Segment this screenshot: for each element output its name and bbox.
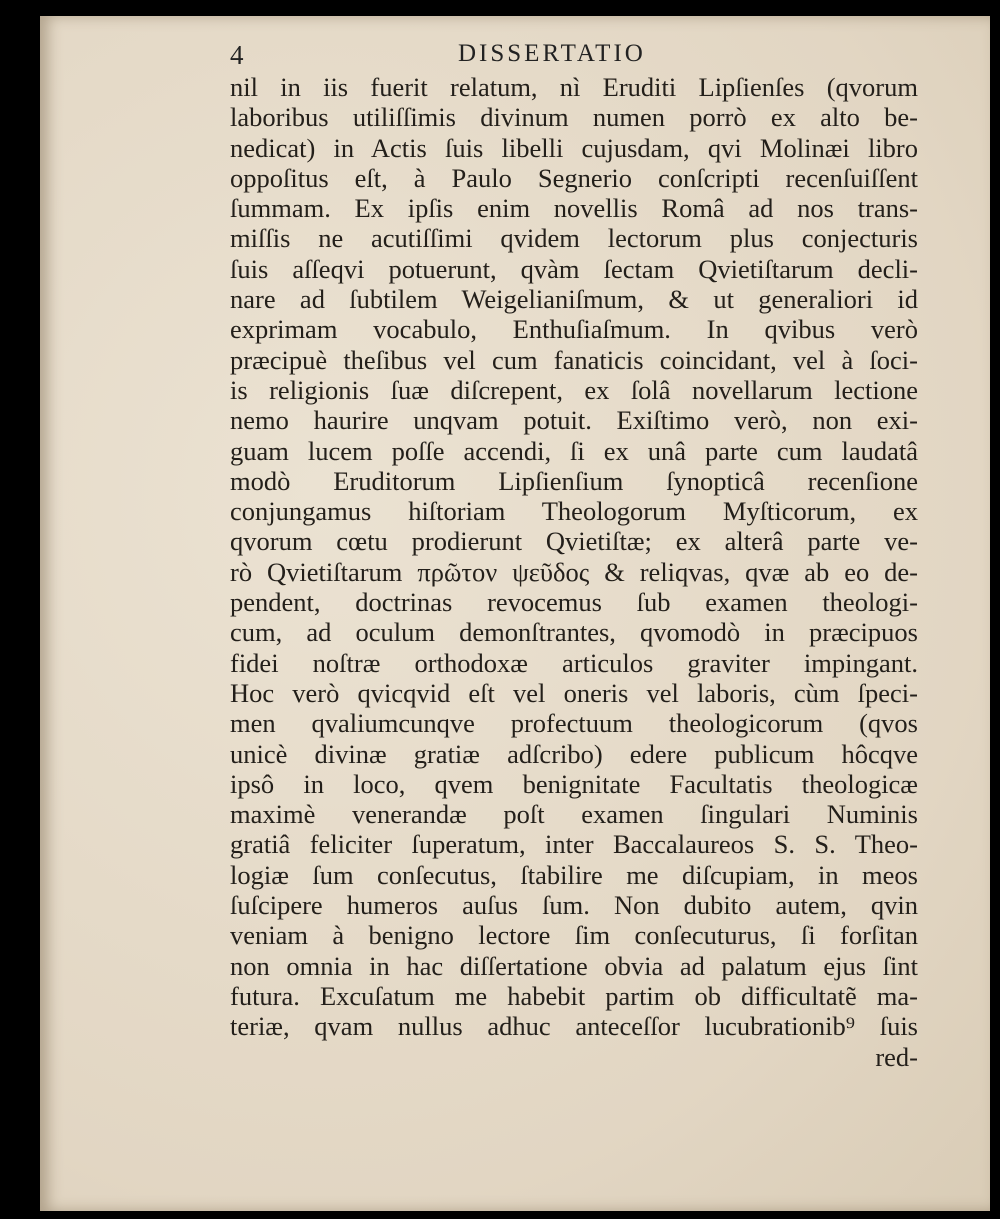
page-number: 4 bbox=[230, 40, 244, 70]
text-line: teriæ, qvam nullus adhuc anteceſſor lucubrationib⁹ ſuis bbox=[230, 1011, 918, 1042]
text-line: miſſis ne acutiſſimi qvidem lectorum plus conjecturis bbox=[230, 223, 918, 254]
text-line: nemo haurire unqvam potuit. Exiſtimo verò, non exi- bbox=[230, 405, 918, 436]
text-line: logiæ ſum conſecutus, ſtabilire me diſcupiam, in meos bbox=[230, 859, 918, 890]
text-line: guam lucem poſſe accendi, ſi ex unâ parte cum laudatâ bbox=[230, 435, 918, 466]
text-line: fidei noſtræ orthodoxæ articulos graviter impingant. bbox=[230, 647, 918, 678]
text-line: præcipuè theſibus vel cum fanaticis coincidant, vel à ſoci- bbox=[230, 344, 918, 375]
text-line: cum, ad oculum demonſtrantes, qvomodò in præcipuos bbox=[230, 617, 918, 648]
body-text bbox=[230, 72, 918, 1072]
text-line: conjungamus hiſtoriam Theologorum Myſticorum, ex bbox=[230, 496, 918, 527]
text-line: exprimam vocabulo, Enthuſiaſmum. In qvibus verò bbox=[230, 314, 918, 345]
text-line: ſuſcipere humeros auſus ſum. Non dubito autem, qvin bbox=[230, 890, 918, 921]
text-line: nare ad ſubtilem Weigelianiſmum, & ut generaliori id bbox=[230, 284, 918, 315]
text-line: Hoc verò qvicqvid eſt vel oneris vel laboris, cùm ſpeci- bbox=[230, 677, 918, 708]
text-line: nedicat) in Actis ſuis libelli cujusdam, qvi Molinæi libro bbox=[230, 132, 918, 163]
text-line: ſuis aſſeqvi potuerunt, qvàm ſectam Qvietiſtarum decli- bbox=[230, 253, 918, 284]
text-line: gratiâ feliciter ſuperatum, inter Baccalaureos S. S. Theo- bbox=[230, 829, 918, 860]
running-title: DISSERTATIO bbox=[458, 40, 646, 67]
text-line: oppoſitus eſt, à Paulo Segnerio conſcripti recenſuiſſent bbox=[230, 162, 918, 193]
page-header bbox=[230, 40, 910, 72]
text-line: modò Eruditorum Lipſienſium ſynopticâ recenſione bbox=[230, 465, 918, 496]
text-line: rò Qvietiſtarum πρῶτον ψεῦδος & reliqvas, qvæ ab eo de- bbox=[230, 556, 918, 587]
text-line: unicè divinæ gratiæ adſcribo) edere publicum hôcqve bbox=[230, 738, 918, 769]
text-line: laboribus utiliſſimis divinum numen porrò ex alto be- bbox=[230, 102, 918, 133]
text-line: pendent, doctrinas revocemus ſub examen theologi- bbox=[230, 587, 918, 618]
text-line: qvorum cœtu prodierunt Qvietiſtæ; ex alterâ parte ve- bbox=[230, 526, 918, 557]
text-line: ipsô in loco, qvem benignitate Facultatis theologicæ bbox=[230, 768, 918, 799]
text-line: maximè venerandæ poſt examen ſingulari Numinis bbox=[230, 799, 918, 830]
text-line: veniam à benigno lectore ſim conſecuturus, ſi forſitan bbox=[230, 920, 918, 951]
text-line: men qvaliumcunqve profectuum theologicorum (qvos bbox=[230, 708, 918, 739]
text-line: is religionis ſuæ diſcrepent, ex ſolâ novellarum lectione bbox=[230, 374, 918, 405]
text-line: ſummam. Ex ipſis enim novellis Româ ad nos trans- bbox=[230, 193, 918, 224]
text-line: futura. Excuſatum me habebit partim ob difficultatẽ ma- bbox=[230, 980, 918, 1011]
text-line: non omnia in hac diſſertatione obvia ad palatum ejus ſint bbox=[230, 950, 918, 981]
text-line: nil in iis fuerit relatum, nì Eruditi Lipſienſes (qvorum bbox=[230, 72, 918, 102]
catchword: red- bbox=[875, 1041, 918, 1072]
